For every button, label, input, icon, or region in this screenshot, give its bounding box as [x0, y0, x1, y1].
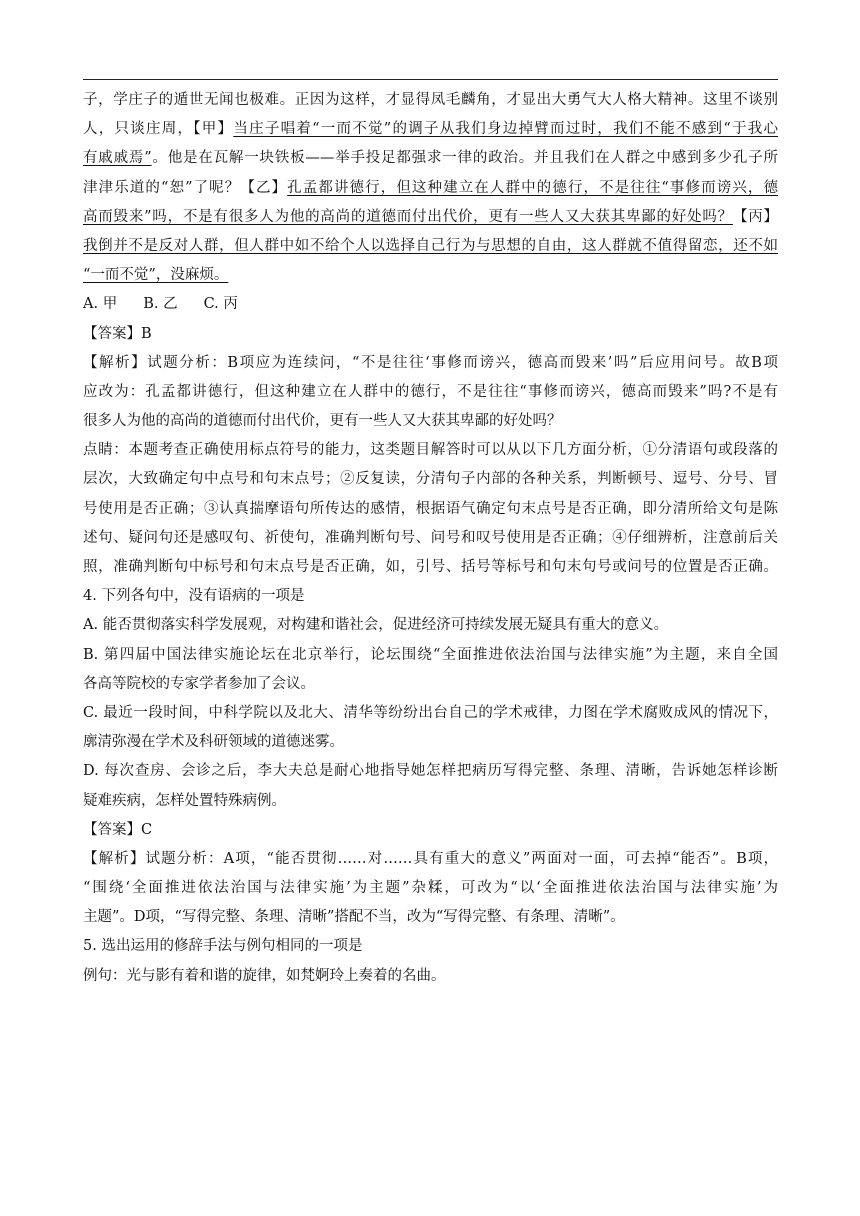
- q4-analysis: 【解析】试题分析：A项，“能否贯彻……对……具有重大的意义”两面对一面，可去掉“能否”。B项，: [83, 850, 778, 867]
- passage-line: [83, 232, 778, 261]
- q3-analysis: 很多人为他的高尚的道德而付出代价，更有一些人又大获其卑鄙的好处吗？: [83, 413, 562, 430]
- underlined-sentence-bing: “一而不觉”，没麻烦。: [83, 267, 229, 284]
- passage-text: 【丙】: [732, 208, 778, 225]
- underlined-sentence-yi: 孔孟都讲德行，但这种建立在人群中的德行，不是往往“事修而谤兴，德: [287, 179, 778, 196]
- passage-line: [83, 203, 778, 232]
- q4-option-b: 各高等院校的专家学者参加了会议。: [83, 675, 315, 692]
- q3-answer: 【答案】B: [83, 325, 152, 342]
- passage-text: 人，只谈庄周，【甲】: [83, 121, 234, 138]
- q4-option-b: B. 第四届中国法律实施论坛在北京举行，论坛围绕“全面推进依法治国与法律实施”为主题，来自全国: [83, 646, 778, 663]
- q5-stem: 5. 选出运用的修辞手法与例句相同的一项是: [83, 938, 363, 955]
- q3-tips: 述句、疑问句还是感叹句、祈使句，准确判断句号、问号和叹号使用是否正确；④仔细辨析，注意前后关: [83, 529, 778, 546]
- q4-option-c: 廓清弥漫在学术及科研领域的道德迷雾。: [83, 734, 344, 751]
- q3-analysis: 应改为：孔孟都讲德行，但这种建立在人群中的德行，不是往往“事修而谤兴，德高而毁来”吗?不是有: [83, 383, 778, 400]
- q4-analysis: 主题”。D项，“写得完整、条理、清晰”搭配不当，改为“写得完整、有条理、清晰”。: [83, 909, 625, 926]
- option-a: A. 甲: [83, 296, 118, 313]
- q4-stem: 4. 下列各句中，没有语病的一项是: [83, 588, 305, 605]
- passage-line: [83, 261, 778, 290]
- underlined-sentence-bing: 我倒并不是反对人群，但人群中如不给个人以选择自己行为与思想的自由，这人群就不值得留恋，还不如: [83, 237, 778, 254]
- q5-example: 例句：光与影有着和谐的旋律，如梵婀玲上奏着的名曲。: [83, 967, 446, 984]
- q3-tips: 照，准确判断句中标号和句末点号是否正确，如，引号、括号等标号和句末句号或问号的位置是否正确。: [83, 559, 778, 575]
- document-body: [83, 86, 778, 991]
- q4-option-d: D. 每次查房、会诊之后，李大夫总是耐心地指导她怎样把病历写得完整、条理、清晰，告诉她怎样诊断: [83, 763, 778, 780]
- underlined-sentence-yi: 高而毁来”吗，不是有很多人为他的高尚的道德而付出代价，更有一些人又大获其卑鄙的好处吗？: [83, 208, 733, 225]
- option-b: B. 乙: [143, 296, 178, 313]
- passage-line: [83, 86, 778, 115]
- header-rule: [83, 79, 778, 80]
- passage-text: 。他是在瓦解一块铁板——举手投足都强求一律的政治。并且我们在人群之中感到多少孔子所: [151, 150, 778, 167]
- passage-text: 津津乐道的“恕”了呢？【乙】: [83, 179, 288, 196]
- underlined-sentence-jia: 有戚戚焉”: [83, 150, 152, 167]
- q3-analysis: 【解析】试题分析：B项应为连续问，“不是往往‘事修而谤兴，德高而毁来’吗”后应用问号。故B项: [83, 354, 778, 371]
- q4-answer: 【答案】C: [83, 821, 153, 838]
- passage-text: 子，学庄子的遁世无闻也极难。正因为这样，才显得凤毛麟角，才显出大勇气大人格大精神。这里不谈别: [83, 92, 778, 108]
- underlined-sentence-jia: 当庄子唱着“一而不觉”的调子从我们身边掉臂而过时，我们不能不感到“于我心: [233, 121, 778, 138]
- q4-option-d: 疑难疾病，怎样处置特殊病例。: [83, 792, 286, 809]
- passage-line: [83, 174, 778, 203]
- q3-tips: 层次，大致确定句中点号和句末点号；②反复读，分清句子内部的各种关系，判断顿号、逗号、分号、冒: [83, 471, 778, 488]
- q4-analysis: “围绕‘全面推进依法治国与法律实施’为主题”杂糅，可改为“以‘全面推进依法治国与法律实施’为: [83, 880, 778, 897]
- q3-tips: 点睛：本题考查正确使用标点符号的能力，这类题目解答时可以从以下几方面分析，①分清语句或段落的: [83, 442, 778, 459]
- passage-line: [83, 115, 778, 144]
- q3-options: [83, 290, 778, 319]
- option-c: C. 丙: [203, 296, 238, 313]
- q4-option-a: A. 能否贯彻落实科学发展观，对构建和谐社会，促进经济可持续发展无疑具有重大的意义。: [83, 617, 669, 634]
- q3-tips: 号使用是否正确；③认真揣摩语句所传达的感情，根据语气确定句末点号是否正确，即分清所给文句是陈: [83, 500, 778, 517]
- passage-line: [83, 144, 778, 173]
- q4-option-c: C. 最近一段时间，中科学院以及北大、清华等纷纷出台自己的学术戒律，力图在学术腐败成风的情况下，: [83, 704, 778, 721]
